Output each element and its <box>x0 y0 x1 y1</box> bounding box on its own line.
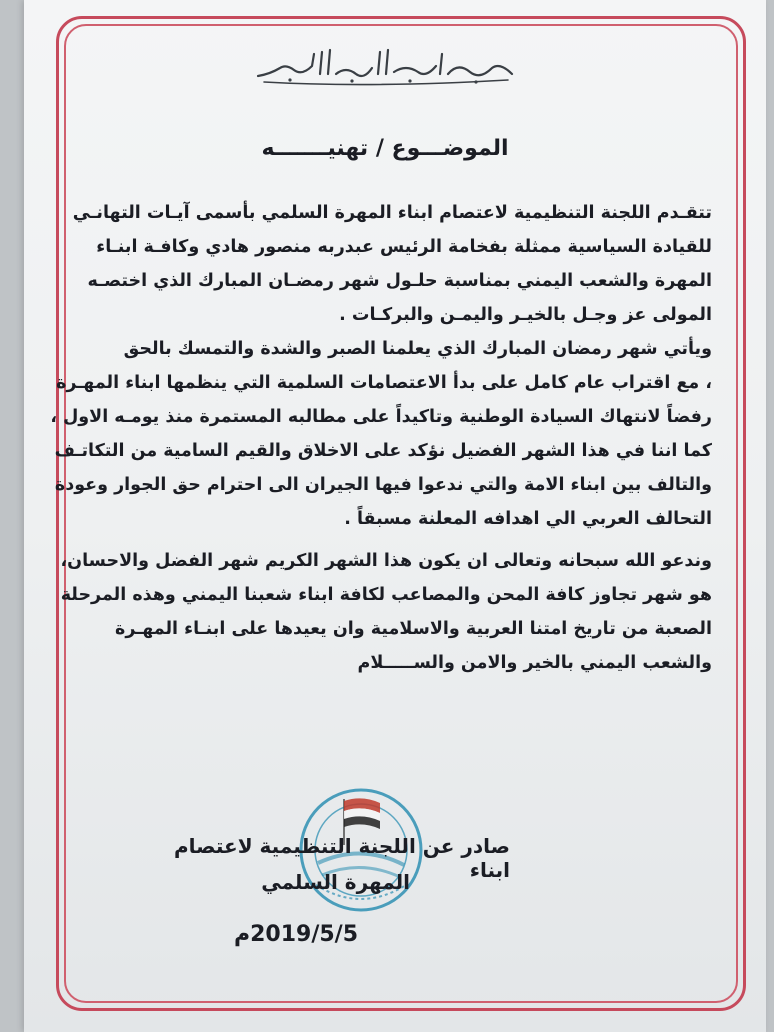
text-line: والتالف بين ابناء الامة والتي ندعوا فيها الجيران الى احترام حق الجوار وعودة <box>54 475 712 495</box>
text-line: المولى عز وجـل بالخيـر واليمـن والبركـات . <box>339 305 712 325</box>
text-line: والشعب اليمني بالخير والامن والســـــلام <box>357 653 712 673</box>
paragraph-prayer <box>60 544 712 680</box>
issuer-line-2: المهرة السلمي <box>261 870 410 894</box>
basmala-calligraphy <box>250 44 520 88</box>
issuer-line-1: صادر عن اللجنة التنظيمية لاعتصام ابناء <box>174 834 510 882</box>
text-line: هو شهر تجاوز كافة المحن والمصاعب لكافة ابناء شعبنا اليمني وهذه المرحلة <box>60 585 712 605</box>
text-line: كما اننا في هذا الشهر الفضيل نؤكد على الاخلاق والقيم السامية من التكاتـف <box>54 441 712 461</box>
paragraph-ramadan <box>50 332 712 536</box>
text-line: رفضاً لانتهاك السيادة الوطنية وتاكيداً على مطالبه المستمرة منذ يومـه الاول ، <box>50 407 712 427</box>
text-line: ويأتي شهر رمضان المبارك الذي يعلمنا الصبر والشدة والتمسك بالحق <box>123 339 712 359</box>
letter-subject: الموضـــوع / تهنيـــــــه <box>261 136 509 161</box>
text-line: وندعو الله سبحانه وتعالى ان يكون هذا الشهر الكريم شهر الفضل والاحسان، <box>60 551 712 571</box>
text-line: المهرة والشعب اليمني بمناسبة حلـول شهر رمضـان المبارك الذي اختصـه <box>87 271 712 291</box>
text-line: ، مع اقتراب عام كامل على بدأ الاعتصامات السلمية التي ينظمها ابناء المهـرة <box>56 373 712 393</box>
text-line: للقيادة السياسية ممثلة بفخامة الرئيس عبدربه منصور هادي وكافـة ابنـاء <box>96 237 712 257</box>
text-line: الصعبة من تاريخ امتنا العربية والاسلامية وان يعيدها على ابنـاء المهـرة <box>115 619 712 639</box>
issue-date: 2019/5/5م <box>233 922 359 947</box>
text-line: التحالف العربي الي اهدافه المعلنة مسبقاً . <box>344 509 712 529</box>
text-line: تتقـدم اللجنة التنظيمية لاعتصام ابناء المهرة السلمي بأسمى آيـات التهانـي <box>72 203 712 223</box>
paragraph-greeting <box>64 196 712 332</box>
